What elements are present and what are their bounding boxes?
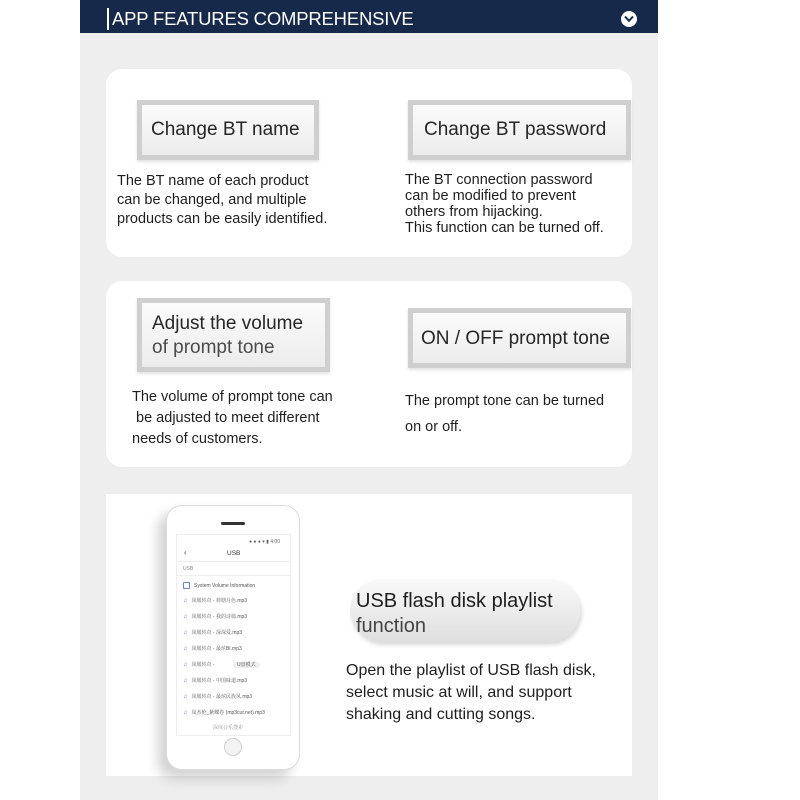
phone-screen [176, 534, 291, 736]
music-note-icon: ♫ [183, 646, 188, 652]
list-item[interactable]: ♫ 凤凰传奇 - 最炫民族风.mp3 [183, 694, 253, 700]
phone-speaker [221, 522, 245, 525]
status-bar: ● ● ● ▾ ▮ 4:00 [249, 539, 280, 545]
feature-desc-change-bt-password: The BT connection password can be modified to prevent others from hijacking. This function can be turned off. [405, 172, 604, 236]
phone-mockup [166, 505, 300, 770]
folder-icon [183, 582, 190, 589]
list-item[interactable]: ♫ 凤凰传奇 - 最炫BI.mp3 [183, 646, 242, 652]
feature-title-usb-line1: USB flash disk playlist [356, 590, 553, 612]
music-note-icon: ♫ [183, 614, 188, 620]
list-item[interactable]: ♫ 凤凰传奇 - 深深爱.mp3 [183, 630, 243, 636]
feature-desc-on-off-prompt-tone: The prompt tone can be turned on or off. [405, 393, 605, 435]
feature-title-adjust-volume-line1: Adjust the volume [152, 313, 304, 334]
back-arrow-icon[interactable]: ‹ [184, 548, 187, 557]
header-accent-bar [107, 8, 109, 30]
screen-title: USB [227, 550, 241, 557]
list-item[interactable]: ♫ 凤凰传奇 - 我的诗篇.mp3 [183, 614, 248, 620]
music-note-icon: ♫ [183, 678, 188, 684]
music-note-icon: ♫ [183, 598, 188, 604]
feature-desc-adjust-volume: The volume of prompt tone can be adjusted to meet different needs of customers. [132, 389, 333, 447]
section-title: APP FEATURES COMPREHENSIVE [112, 8, 414, 29]
list-item[interactable]: ♫ 凤凰传奇 - [183, 662, 215, 668]
feature-title-on-off-prompt-tone: ON / OFF prompt tone [421, 328, 610, 349]
feature-title-usb-line2: function [356, 615, 427, 637]
music-note-icon: ♫ [183, 662, 188, 668]
feature-title-change-bt-name: Change BT name [151, 119, 300, 140]
feature-desc-usb-playlist: Open the playlist of USB flash disk, select music at will, and support shaking and cutting songs. [346, 662, 596, 723]
mode-toast: U盘模式 [233, 662, 260, 668]
music-note-icon: ♫ [183, 710, 188, 716]
list-item[interactable]: ♫ 凤凰传奇 - 中国味道.mp3 [183, 678, 248, 684]
feature-title-adjust-volume-line2: of prompt tone [152, 337, 275, 358]
chevron-down-icon[interactable] [621, 11, 637, 27]
breadcrumb: USB [183, 566, 194, 572]
feature-desc-change-bt-name: The BT name of each product can be changed, and multiple products can be easily identified. [117, 173, 328, 227]
music-note-icon: ♫ [183, 630, 188, 636]
music-note-icon: ♫ [183, 694, 188, 700]
feature-title-change-bt-password: Change BT password [424, 119, 607, 140]
bottom-action[interactable]: 深度音乐搜索 [213, 725, 244, 731]
list-item[interactable]: ♫ 凤杰伦_紫蝶卷 (mp3cut.net).mp3 [183, 710, 265, 716]
list-item[interactable]: ♫ 凤凰传奇 - 荷塘月色.mp3 [183, 598, 248, 604]
list-item-folder[interactable]: System Volume Information [183, 582, 255, 589]
home-button[interactable] [224, 738, 242, 756]
